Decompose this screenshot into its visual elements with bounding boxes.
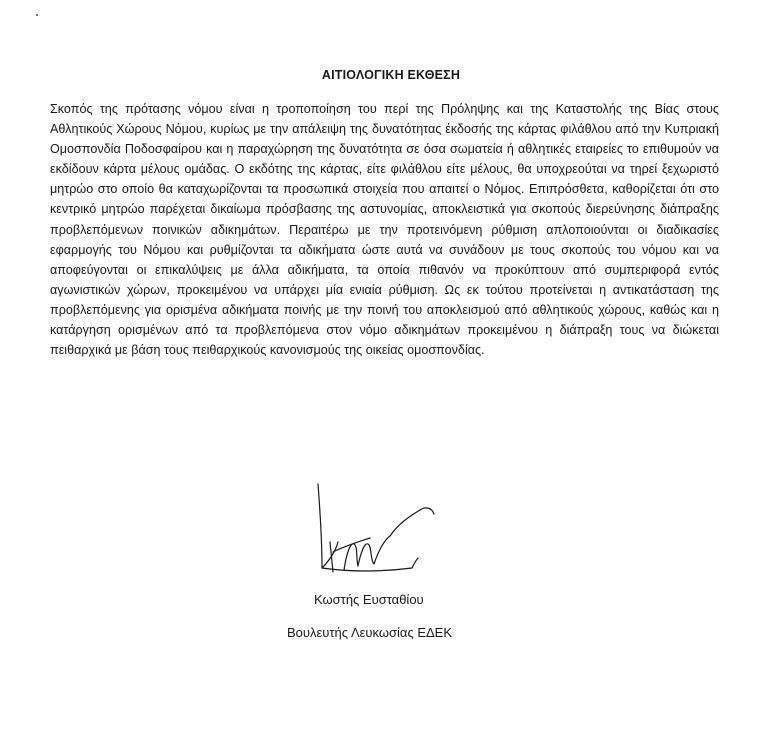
scan-speck xyxy=(36,14,38,16)
signatory-name: Κωστής Ευσταθίου xyxy=(314,592,424,607)
signature-block xyxy=(0,480,782,660)
document-title: ΑΙΤΙΟΛΟΓΙΚΗ ΕΚΘΕΣΗ xyxy=(321,68,461,82)
signatory-title: Βουλευτής Λευκωσίας ΕΔΕΚ xyxy=(287,625,453,640)
handwritten-signature-icon xyxy=(300,480,450,600)
document-body-paragraph: Σκοπός της πρότασης νόμου είναι η τροποποίηση του περί της Πρόληψης και της Καταστολής της Βίας στους Αθλητικούς Χώρους Νόμου, κυρίως με την απάλειψη της δυνατότητας έκδοσής της κάρτας φιλάθλου από την Κυπριακή Ομοσπονδία Ποδοσφαίρου και η παραχώρηση της δυνατότητα σε όσα σωματεία ή αθλητικές εταιρείες το επιθυμούν να εκδίδουν κάρτα μέλους ομάδας. Ο εκδότης της κάρτας, είτε φιλάθλου είτε μέλους, θα υποχρεούται να τηρεί ξεχωριστό μητρώο στο οποίο θα καταχωρίζονται τα προσωπικά στοιχεία που απαιτεί ο Νόμος. Επιπρόσθετα, καθορίζεται ότι στο κεντρικό μητρώο παρέχεται δικαίωμα πρόσβασης της αστυνομίας, αποκλειστικά για σκοπούς διερεύνησης διάπραξης προβλεπόμενων ποινικών αδικημάτων. Περαιτέρω με την προτεινόμενη ρύθμιση απλοποιούνται οι διαδικασίες εφαρμογής του Νόμου και ρυθμίζονται τα αδικήματα ώστε αυτά να συνάδουν με τους σκοπούς του νόμου και να αποφεύγονται οι επικαλύψεις με άλλα αδικήματα, τα οποία πιθανόν να προκύπτουν από συμπεριφορά εντός αγωνιστικών χώρων, προκειμένου να υπάρχει μία ενιαία ρύθμιση. Ως εκ τούτου προτείνεται η αντικατάσταση της προβλεπόμενης για ορισμένα αδικήματα ποινής με την ποινή του αποκλεισμού από αθλητικούς χώρους, καθώς και η κατάργηση ορισμένων από τα προβλεπόμενα στον νόμο αδικημάτων προκειμένου η διάπραξη τους να διώκεται πειθαρχικά με βάση τους πειθαρχικούς κανονισμούς της οικείας ομοσπονδίας. xyxy=(50,102,719,358)
